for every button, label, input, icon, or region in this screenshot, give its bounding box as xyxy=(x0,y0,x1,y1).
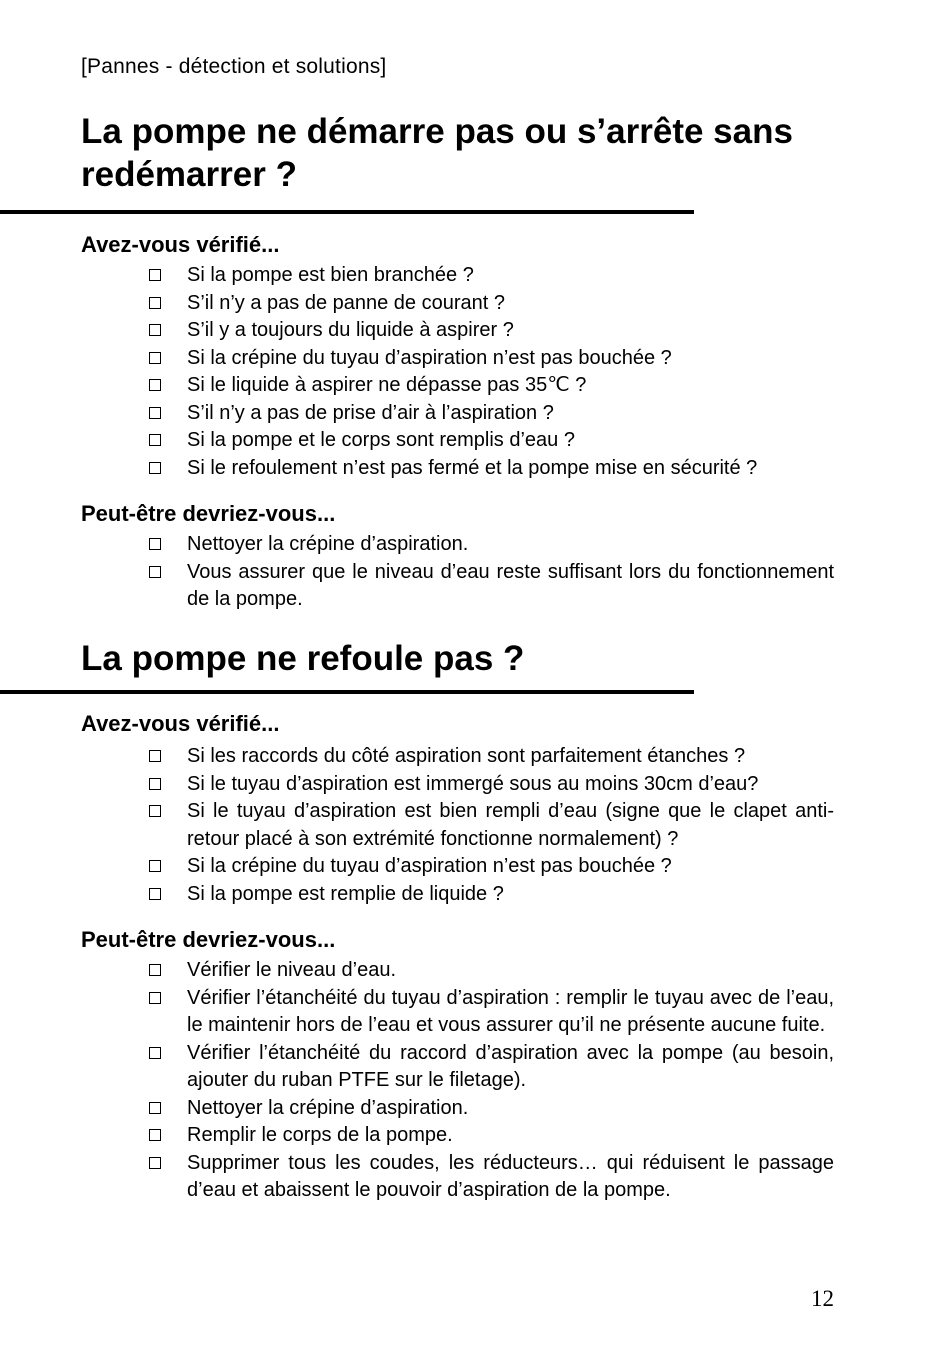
list-item: Vérifier le niveau d’eau. xyxy=(148,957,834,985)
list-item: S’il n’y a pas de prise d’air à l’aspiration ? xyxy=(148,400,834,428)
checkbox-icon xyxy=(149,992,161,1004)
checkbox-icon xyxy=(149,324,161,336)
action-heading: Peut-être devriez-vous... xyxy=(81,927,336,952)
page-header: [Pannes - détection et solutions] xyxy=(81,55,387,78)
check-heading: Avez-vous vérifié... xyxy=(81,232,280,257)
checkbox-icon xyxy=(149,462,161,474)
checkbox-icon xyxy=(149,1102,161,1114)
checkbox-icon xyxy=(149,352,161,364)
checkbox-icon xyxy=(149,379,161,391)
list-item: S’il y a toujours du liquide à aspirer ? xyxy=(148,317,834,345)
list-item: Si les raccords du côté aspiration sont parfaitement étanches ? xyxy=(148,743,834,771)
list-item: Nettoyer la crépine d’aspiration. xyxy=(148,531,834,559)
check-heading: Avez-vous vérifié... xyxy=(81,711,280,736)
list-item: Remplir le corps de la pompe. xyxy=(148,1122,834,1150)
list-item: S’il n’y a pas de panne de courant ? xyxy=(148,290,834,318)
list-item: Si le liquide à aspirer ne dépasse pas 35℃ ? xyxy=(148,372,834,400)
check-list xyxy=(148,743,834,908)
check-list xyxy=(148,262,834,482)
page-number: 12 xyxy=(811,1286,834,1311)
list-item: Si la crépine du tuyau d’aspiration n’est pas bouchée ? xyxy=(148,345,834,373)
checkbox-icon xyxy=(149,1157,161,1169)
section-divider xyxy=(0,210,694,214)
list-item: Vous assurer que le niveau d’eau reste suffisant lors du fonctionnement de la pompe. xyxy=(148,559,834,614)
checkbox-icon xyxy=(149,269,161,281)
checkbox-icon xyxy=(149,297,161,309)
action-heading: Peut-être devriez-vous... xyxy=(81,501,336,526)
checkbox-icon xyxy=(149,538,161,550)
list-item: Si le tuyau d’aspiration est immergé sous au moins 30cm d’eau? xyxy=(148,771,834,799)
list-item: Si le tuyau d’aspiration est bien rempli d’eau (signe que le clapet anti-retour placé à son extrémité fonctionne normalement) ? xyxy=(148,798,834,853)
action-list xyxy=(148,957,834,1205)
checkbox-icon xyxy=(149,1047,161,1059)
checkbox-icon xyxy=(149,750,161,762)
checkbox-icon xyxy=(149,888,161,900)
section-pump-not-starting xyxy=(0,110,950,614)
list-item: Supprimer tous les coudes, les réducteurs… qui réduisent le passage d’eau et abaissent le pouvoir d’aspiration de la pompe. xyxy=(148,1150,834,1205)
checkbox-icon xyxy=(149,1129,161,1141)
list-item: Si la pompe est remplie de liquide ? xyxy=(148,881,834,909)
list-item: Vérifier l’étanchéité du tuyau d’aspiration : remplir le tuyau avec de l’eau, le maintenir hors de l’eau et vous assurer qu’il ne présente aucune fuite. xyxy=(148,985,834,1040)
section-pump-not-delivering xyxy=(0,637,950,1205)
checkbox-icon xyxy=(149,805,161,817)
checkbox-icon xyxy=(149,434,161,446)
list-item: Nettoyer la crépine d’aspiration. xyxy=(148,1095,834,1123)
section-title: La pompe ne démarre pas ou s’arrête sans redémarrer ? xyxy=(81,112,793,194)
list-item: Si le refoulement n’est pas fermé et la pompe mise en sécurité ? xyxy=(148,455,834,483)
list-item: Vérifier l’étanchéité du raccord d’aspiration avec la pompe (au besoin, ajouter du ruban PTFE sur le filetage). xyxy=(148,1040,834,1095)
list-item: Si la pompe est bien branchée ? xyxy=(148,262,834,290)
section-divider xyxy=(0,690,694,694)
list-item: Si la pompe et le corps sont remplis d’eau ? xyxy=(148,427,834,455)
action-list xyxy=(148,531,834,614)
checkbox-icon xyxy=(149,964,161,976)
checkbox-icon xyxy=(149,860,161,872)
checkbox-icon xyxy=(149,407,161,419)
checkbox-icon xyxy=(149,566,161,578)
list-item: Si la crépine du tuyau d’aspiration n’est pas bouchée ? xyxy=(148,853,834,881)
section-title: La pompe ne refoule pas ? xyxy=(81,639,525,678)
checkbox-icon xyxy=(149,778,161,790)
